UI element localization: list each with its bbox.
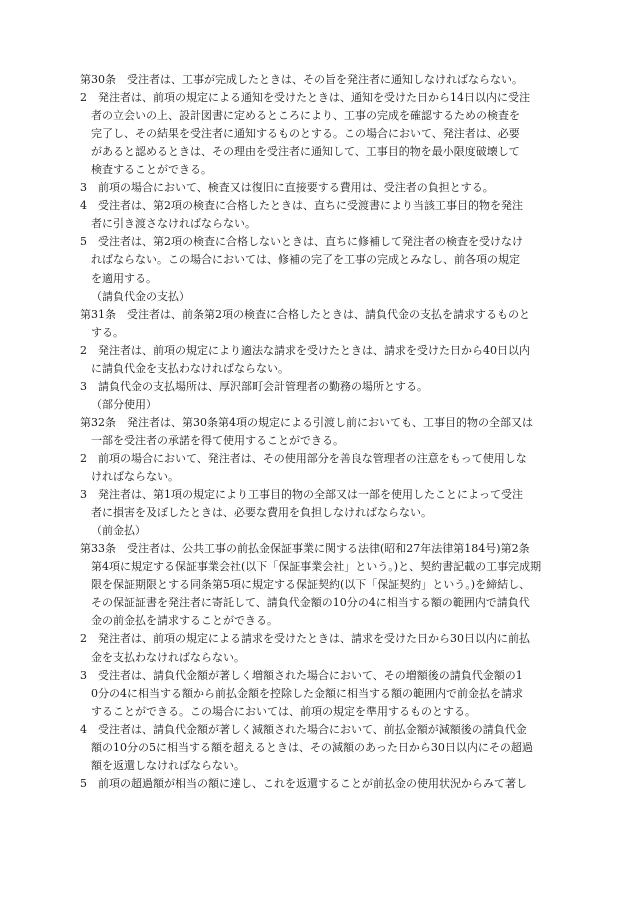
text-line: 3 請負代金の支払場所は、厚沢部町会計管理者の勤務の場所とする。 bbox=[80, 379, 428, 393]
clause-paragraph bbox=[80, 486, 556, 522]
section-heading: （前金払） bbox=[91, 524, 146, 538]
text-line: 第4項に規定する保証事業会社(以下「保証事業会社」という。)と、契約書記載の工事完成期 bbox=[91, 560, 542, 574]
clause-paragraph bbox=[80, 540, 556, 630]
text-line: 2 発注者は、前項の規定により適法な請求を受けたときは、請求を受けた日から40日以内 bbox=[80, 343, 530, 357]
text-line: があると認めるときは、その理由を受注者に通知して、工事目的物を最小限度破壊して bbox=[91, 145, 520, 159]
text-line: 第32条 発注者は、第30条第4項の規定による引渡し前においても、工事目的物の全部又は bbox=[80, 415, 533, 429]
text-line: 第31条 受注者は、前条第2項の検査に合格したときは、請負代金の支払を請求するものと bbox=[80, 307, 530, 321]
text-line: に請負代金を支払わなければならない。 bbox=[91, 361, 289, 375]
section-heading: （部分使用） bbox=[91, 397, 157, 411]
text-line: その保証証書を発注者に寄託して、請負代金額の10分の4に相当する額の範囲内で請負代 bbox=[91, 596, 530, 610]
clause-paragraph bbox=[80, 630, 556, 666]
text-line: することができる。この場合においては、前項の規定を準用するものとする。 bbox=[91, 704, 476, 718]
text-line: 者に損害を及ぼしたときは、必要な費用を負担しなければならない。 bbox=[91, 506, 432, 520]
text-line: 0分の4に相当する額から前払金額を控除した金額に相当する額の範囲内で前金払を請求 bbox=[91, 686, 523, 700]
text-line: 限を保証期限とする同条第5項に規定する保証契約(以下「保証契約」という。)を締結し、 bbox=[91, 578, 531, 592]
clause-paragraph bbox=[80, 71, 556, 89]
text-line: 4 受注者は、第2項の検査に合格したときは、直ちに受渡書により当該工事目的物を発注 bbox=[80, 199, 523, 213]
text-line: を適用する。 bbox=[91, 271, 157, 285]
text-line: ければならない。 bbox=[91, 470, 179, 484]
text-line: 金を支払わなければならない。 bbox=[91, 650, 245, 664]
clause-paragraph bbox=[80, 378, 556, 396]
text-line: 額の10分の5に相当する額を超えるときは、その減額のあった日から30日以内にその超過 bbox=[91, 740, 533, 754]
section-heading: （請負代金の支払） bbox=[91, 289, 190, 303]
text-line: する。 bbox=[91, 325, 124, 339]
document-body bbox=[80, 71, 556, 793]
text-line: 完了し、その結果を受注者に通知するものとする。この場合において、発注者は、必要 bbox=[91, 127, 520, 141]
clause-paragraph bbox=[80, 179, 556, 197]
text-line: ればならない。この場合においては、修補の完了を工事の完成とみなし、前各項の規定 bbox=[91, 253, 520, 267]
text-line: 検査することができる。 bbox=[91, 163, 212, 177]
text-line: 者に引き渡さなければならない。 bbox=[91, 217, 256, 231]
clause-paragraph bbox=[80, 721, 556, 775]
text-line: 5 受注者は、第2項の検査に合格しないときは、直ちに修補して発注者の検査を受けなけ bbox=[80, 235, 523, 249]
clause-paragraph bbox=[80, 450, 556, 486]
clause-paragraph bbox=[80, 667, 556, 721]
text-line: 額を返還しなければならない。 bbox=[91, 758, 245, 772]
clause-paragraph bbox=[80, 89, 556, 179]
text-line: 3 前項の場合において、検査又は復旧に直接要する費用は、受注者の負担とする。 bbox=[80, 181, 494, 195]
text-line: 一部を受注者の承諾を得て使用することができる。 bbox=[91, 433, 344, 447]
clause-paragraph bbox=[80, 775, 556, 793]
text-line: 第30条 受注者は、工事が完成したときは、その旨を発注者に通知しなければならない。 bbox=[80, 73, 523, 86]
text-line: 第33条 受注者は、公共工事の前払金保証事業に関する法律(昭和27年法律第184号)第2条 bbox=[80, 542, 530, 556]
text-line: 5 前項の超過額が相当の額に達し、これを返還することが前払金の使用状況からみて著し bbox=[80, 776, 527, 790]
text-line: 金の前金払を請求することができる。 bbox=[91, 614, 278, 628]
text-line: 3 発注者は、第1項の規定により工事目的物の全部又は一部を使用したことによって受注 bbox=[80, 488, 523, 502]
clause-paragraph bbox=[80, 233, 556, 287]
clause-paragraph bbox=[80, 197, 556, 233]
text-line: 2 発注者は、前項の規定による請求を受けたときは、請求を受けた日から30日以内に前払 bbox=[80, 632, 530, 646]
text-line: 3 受注者は、請負代金額が著しく増額された場合において、その増額後の請負代金額の1 bbox=[80, 668, 523, 682]
text-line: 4 受注者は、請負代金額が著しく減額された場合において、前払金額が減額後の請負代金 bbox=[80, 722, 527, 736]
clause-paragraph bbox=[80, 414, 556, 450]
text-line: 者の立会いの上、設計図書に定めるところにより、工事の完成を確認するための検査を bbox=[91, 109, 520, 123]
clause-paragraph bbox=[80, 306, 556, 342]
clause-paragraph bbox=[80, 342, 556, 378]
text-line: 2 発注者は、前項の規定による通知を受けたときは、通知を受けた日から14日以内に受注 bbox=[80, 91, 530, 105]
text-line: 2 前項の場合において、発注者は、その使用部分を善良な管理者の注意をもって使用しな bbox=[80, 451, 527, 465]
